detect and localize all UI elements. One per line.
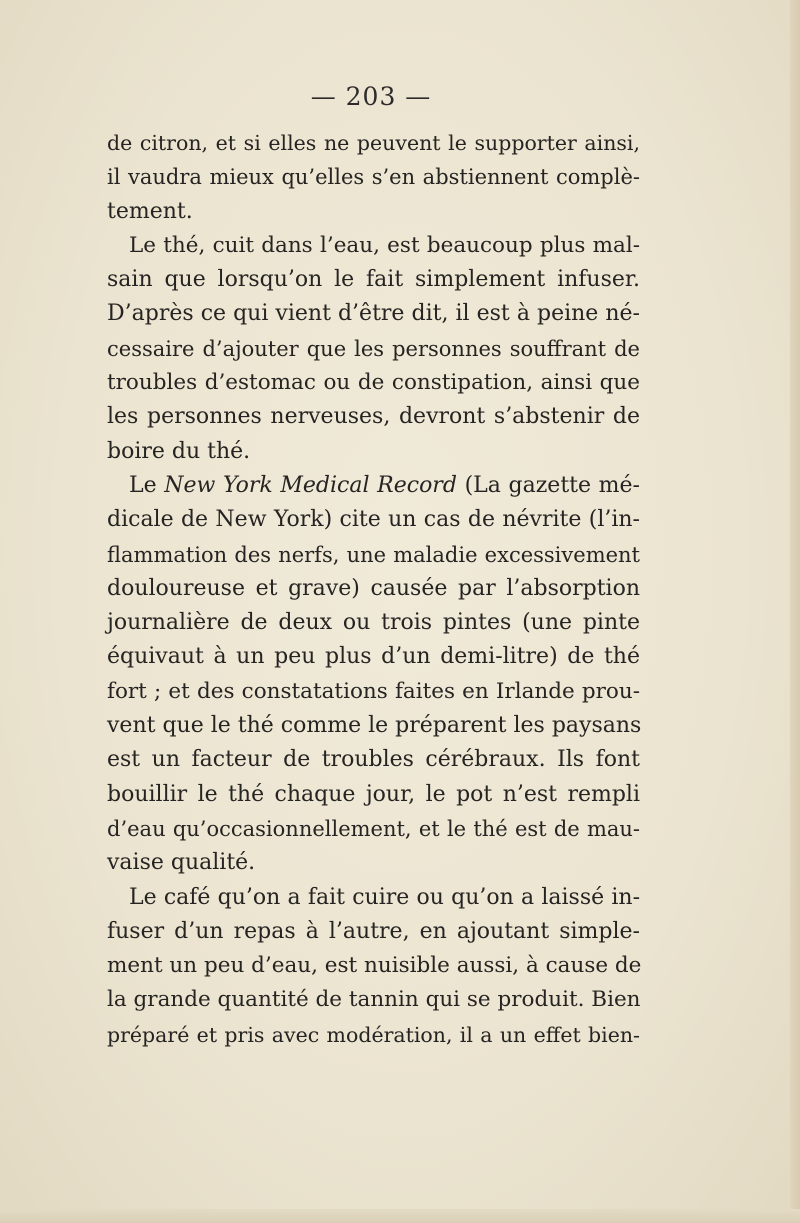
text-line: équivaut à un peu plus d’un demi-litre) de thé — [107, 644, 640, 670]
text-fragment: (La gazette mé- — [456, 472, 640, 498]
text-line: troubles d’estomac ou de constipation, ainsi que — [107, 370, 640, 396]
text-line: fort ; et des constatations faites en Irlande prou- — [107, 678, 640, 704]
text-fragment: Le — [129, 472, 165, 498]
text-line: la grande quantité de tannin qui se produit. Bien — [107, 987, 641, 1013]
text-line: de citron, et si elles ne peuvent le supporter ainsi, — [107, 131, 640, 155]
text-line: vent que le thé comme le préparent les paysans — [107, 713, 642, 739]
text-line: dicale de New York) cite un cas de névrite (l’in- — [107, 507, 640, 533]
text-line: douloureuse et grave) causée par l’absorption — [107, 575, 640, 601]
text-line: préparé et pris avec modération, il a un effet bien- — [107, 1022, 640, 1047]
text-line: tement. — [107, 198, 193, 224]
page-edge-right — [790, 0, 800, 1223]
text-line: flammation des nerfs, une maladie excessivement — [107, 542, 640, 567]
text-line: Le thé, cuit dans l’eau, est beaucoup plus mal- — [129, 232, 640, 258]
text-line: les personnes nerveuses, devront s’abstenir de — [107, 404, 640, 430]
page-edge-bottom — [0, 1209, 800, 1223]
text-line: sain que lorsqu’on le fait simplement infuser. — [107, 267, 640, 293]
text-line: Le café qu’on a fait cuire ou qu’on a laissé in- — [129, 884, 640, 910]
text-line: ment un peu d’eau, est nuisible aussi, à cause de — [107, 953, 642, 979]
text-line: D’après ce qui vient d’être dit, il est à peine né- — [107, 301, 640, 327]
text-line: bouillir le thé chaque jour, le pot n’est rempli — [107, 781, 640, 807]
text-line: est un facteur de troubles cérébraux. Ils font — [107, 747, 640, 773]
text-line: d’eau qu’occasionnellement, et le thé est de mau- — [107, 816, 640, 841]
text-line: boire du thé. — [107, 438, 251, 464]
body-text — [107, 126, 640, 1052]
text-line: il vaudra mieux qu’elles s’en abstiennent complè- — [107, 165, 640, 190]
journal-title: New York Medical Record — [164, 472, 457, 498]
page-number: — 203 — — [310, 82, 432, 111]
text-line: vaise qualité. — [107, 850, 256, 876]
text-line: fuser d’un repas à l’autre, en ajoutant simple- — [107, 918, 640, 944]
text-line: cessaire d’ajouter que les personnes souffrant de — [107, 336, 640, 361]
text-line: journalière de deux ou trois pintes (une pinte — [107, 610, 640, 636]
text-line — [107, 469, 640, 503]
